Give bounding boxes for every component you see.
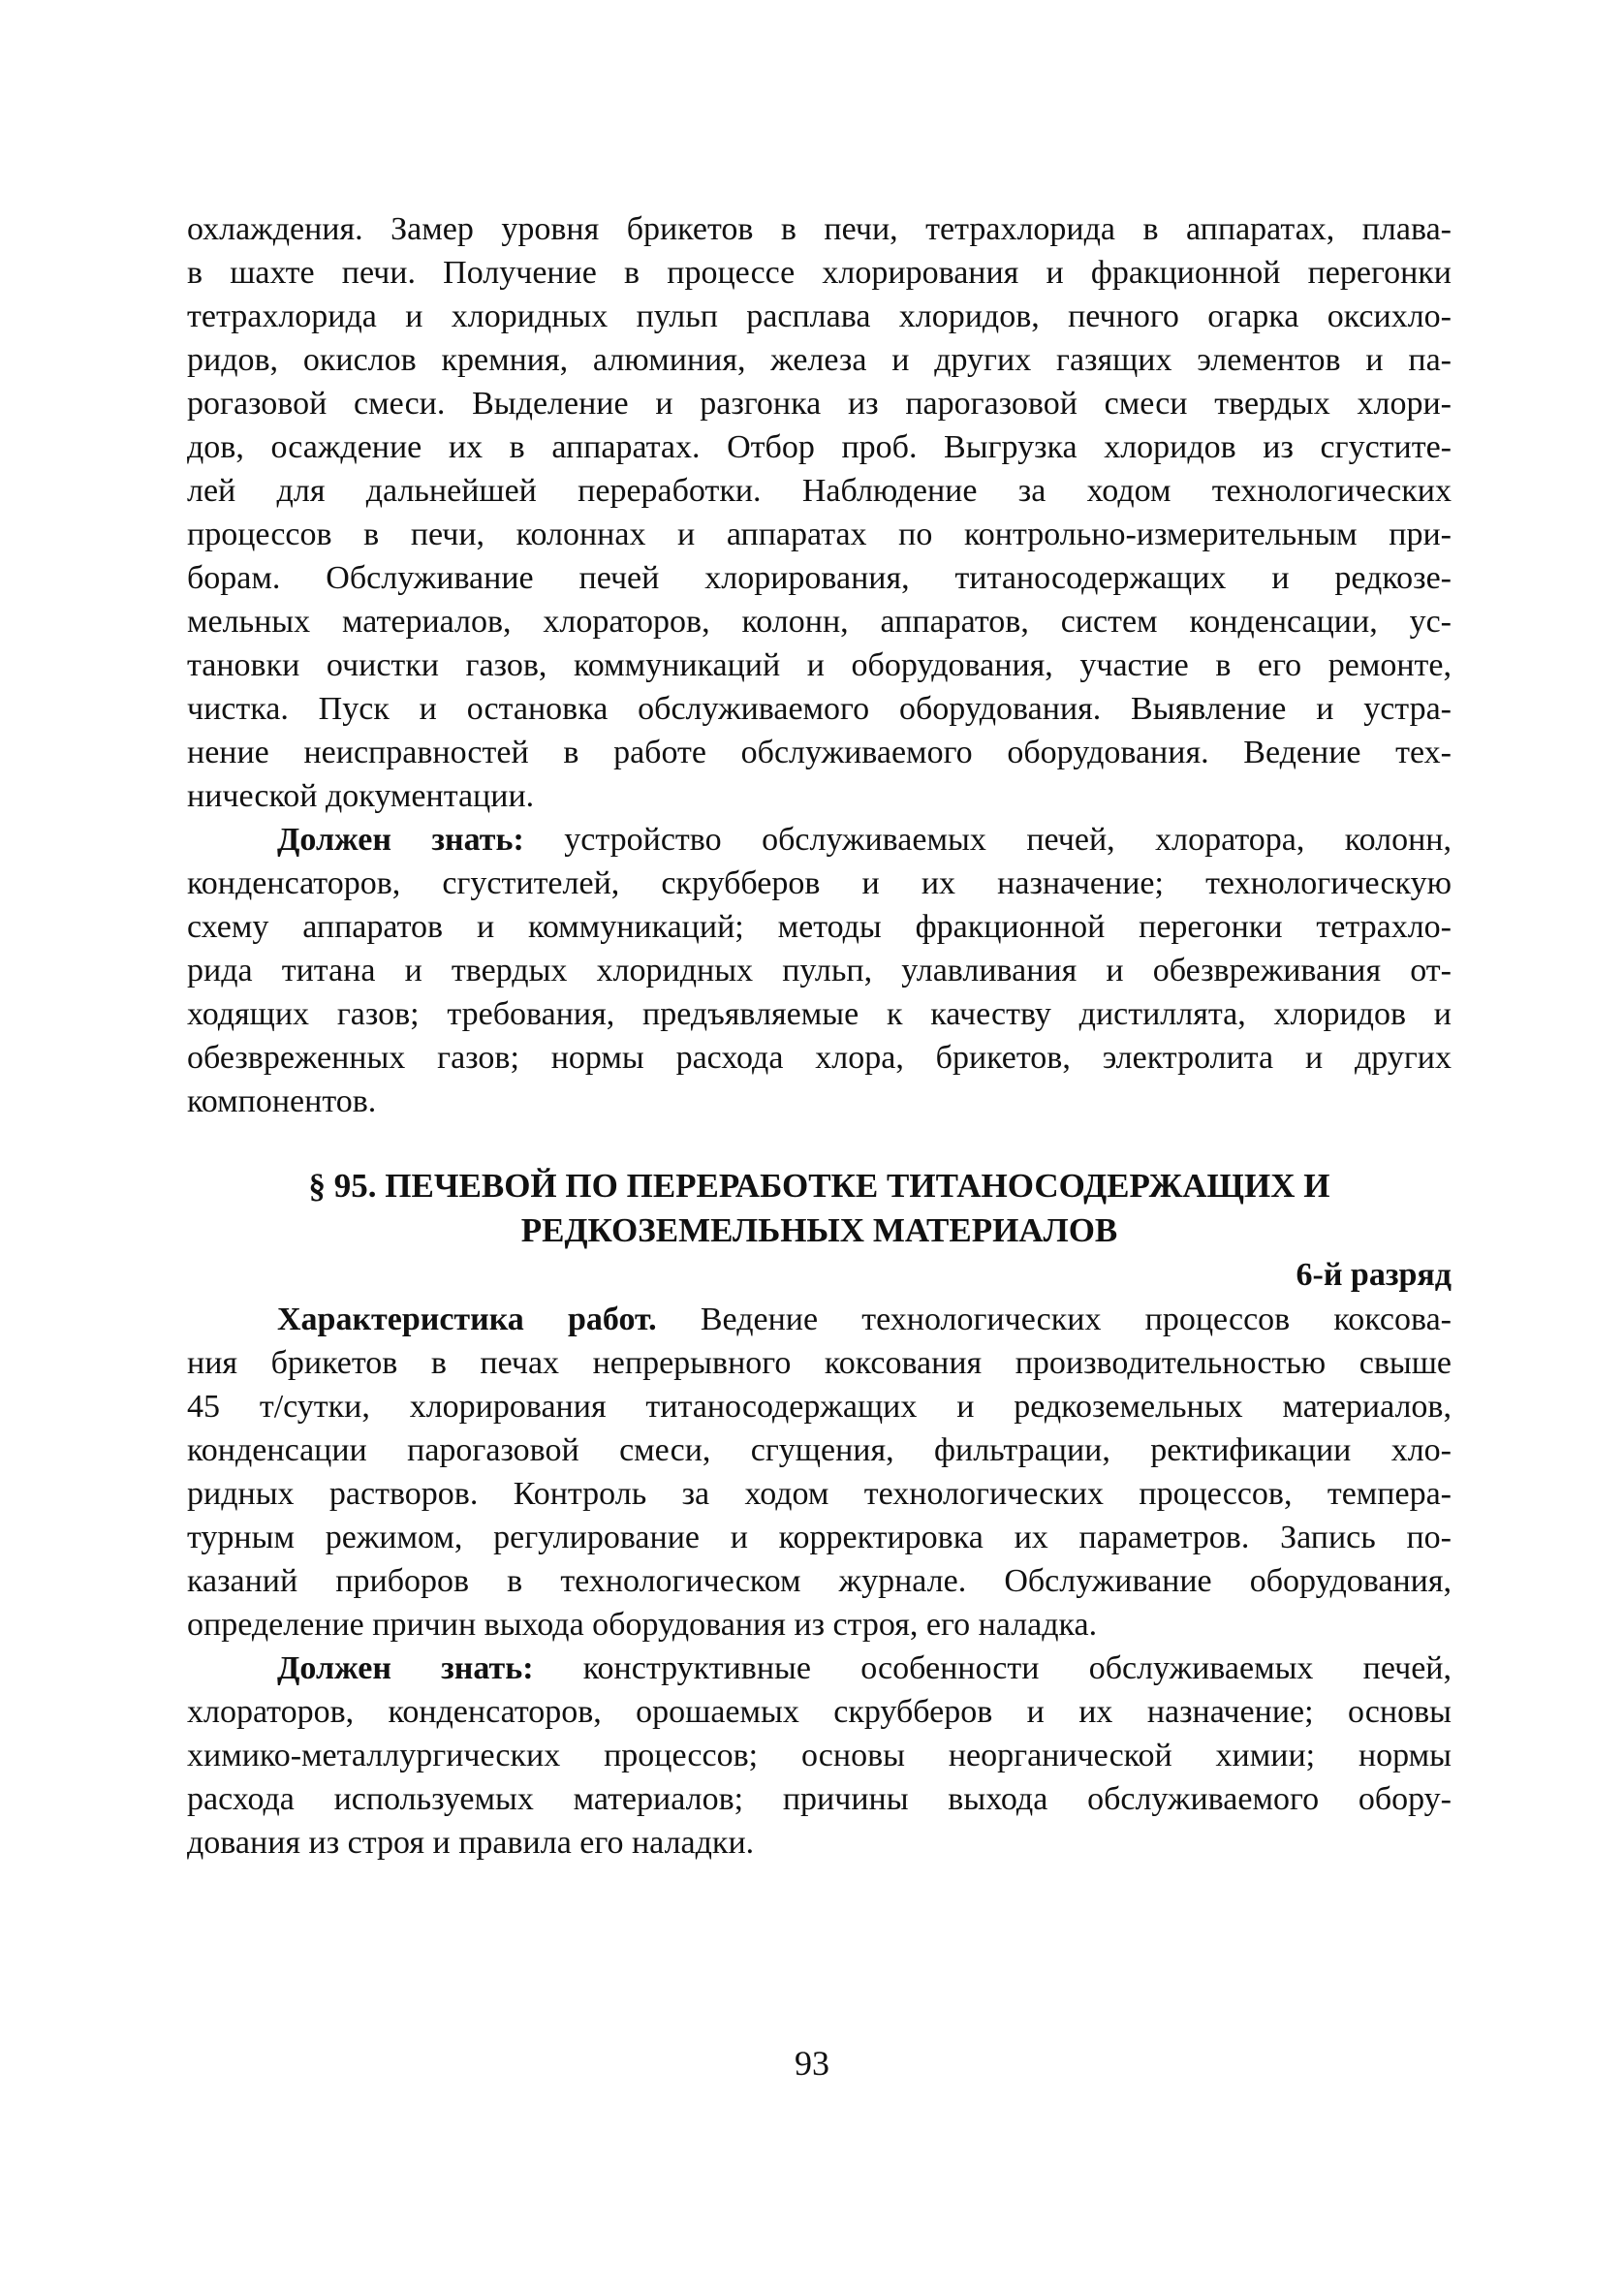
section-heading-line: РЕДКОЗЕМЕЛЬНЫХ МАТЕРИАЛОВ <box>520 1211 1118 1249</box>
paragraph-must-know <box>187 818 1452 1123</box>
section-heading <box>187 1164 1452 1253</box>
paragraph-work-description <box>187 1298 1452 1647</box>
text-line: лей для дальнейшей переработки. Наблюдение за ходом технологических <box>187 473 1452 509</box>
page-content <box>187 207 1452 1865</box>
section-spacer <box>187 1123 1452 1164</box>
paragraph-lead: Должен знать: <box>277 1650 534 1686</box>
text-line: расхода используемых материалов; причины выхода обслуживаемого обору- <box>187 1781 1452 1817</box>
paragraph-lead-rest: конструктивные особенности обслуживаемых печей, <box>533 1650 1452 1686</box>
text-line: определение причин выхода оборудования из строя, его наладка. <box>187 1607 1098 1643</box>
text-line: нение неисправностей в работе обслуживаемого оборудования. Ведение тех- <box>187 735 1452 770</box>
text-line: схему аппаратов и коммуникаций; методы фракционной перегонки тетрахло- <box>187 909 1452 945</box>
text-line: компонентов. <box>187 1083 377 1119</box>
text-line: дования из строя и правила его наладки. <box>187 1825 755 1861</box>
text-line: тановки очистки газов, коммуникаций и оборудования, участие в его ремонте, <box>187 647 1452 683</box>
paragraph-lead-rest: устройство обслуживаемых печей, хлоратора, колонн, <box>523 822 1452 858</box>
text-line: тетрахлорида и хлоридных пульп расплава хлоридов, печного огарка оксихло- <box>187 298 1452 334</box>
text-line: ридных растворов. Контроль за ходом технологических процессов, темпера- <box>187 1476 1452 1512</box>
text-line: конденсаторов, сгустителей, скрубберов и их назначение; технологическую <box>187 865 1452 901</box>
text-line: в шахте печи. Получение в процессе хлорирования и фракционной перегонки <box>187 255 1452 291</box>
text-line: казаний приборов в технологическом журнале. Обслуживание оборудования, <box>187 1563 1452 1599</box>
text-line: рида титана и твердых хлоридных пульп, улавливания и обезвреживания от- <box>187 953 1452 988</box>
paragraph-continued <box>187 207 1452 818</box>
paragraph-lead: Должен знать: <box>277 822 524 858</box>
page-number: 93 <box>795 2044 829 2083</box>
paragraph-lead-rest: Ведение технологических процессов коксова- <box>656 1302 1452 1337</box>
text-line: ридов, окислов кремния, алюминия, железа и других газящих элементов и па- <box>187 342 1452 378</box>
text-line: мельных материалов, хлораторов, колонн, аппаратов, систем конденсации, ус- <box>187 604 1452 640</box>
text-line <box>187 1298 1452 1341</box>
text-line: обезвреженных газов; нормы расхода хлора, брикетов, электролита и других <box>187 1040 1452 1076</box>
text-line: хлораторов, конденсаторов, орошаемых скрубберов и их назначение; основы <box>187 1694 1452 1730</box>
text-line: дов, осаждение их в аппаратах. Отбор проб. Выгрузка хлоридов из сгустите- <box>187 429 1452 465</box>
text-line: 45 т/сутки, хлорирования титаносодержащих и редкоземельных материалов, <box>187 1389 1452 1425</box>
text-line: химико-металлургических процессов; основы неорганической химии; нормы <box>187 1738 1452 1773</box>
text-line: процессов в печи, колоннах и аппаратах по контрольно-измерительным при- <box>187 517 1452 552</box>
paragraph-lead: Характеристика работ. <box>277 1302 657 1337</box>
text-line: ходящих газов; требования, предъявляемые к качеству дистиллята, хлоридов и <box>187 996 1452 1032</box>
text-line: борам. Обслуживание печей хлорирования, титаносодержащих и редкозе- <box>187 560 1452 596</box>
section-heading-line: § 95. ПЕЧЕВОЙ ПО ПЕРЕРАБОТКЕ ТИТАНОСОДЕРЖАЩИХ И <box>308 1167 1330 1205</box>
text-line: ния брикетов в печах непрерывного коксования производительностью свыше <box>187 1345 1452 1381</box>
paragraph-must-know <box>187 1647 1452 1865</box>
text-line: турным режимом, регулирование и корректировка их параметров. Запись по- <box>187 1520 1452 1555</box>
text-line: чистка. Пуск и остановка обслуживаемого оборудования. Выявление и устра- <box>187 691 1452 727</box>
text-line <box>187 818 1452 862</box>
text-line: охлаждения. Замер уровня брикетов в печи, тетрахлорида в аппаратах, плава- <box>187 211 1452 247</box>
text-line: рогазовой смеси. Выделение и разгонка из парогазовой смеси твердых хлори- <box>187 386 1452 422</box>
text-line: конденсации парогазовой смеси, сгущения, фильтрации, ректификации хло- <box>187 1432 1452 1468</box>
text-line: нической документации. <box>187 778 535 814</box>
text-line <box>187 1647 1452 1690</box>
grade-label: 6-й разряд <box>1296 1257 1452 1293</box>
